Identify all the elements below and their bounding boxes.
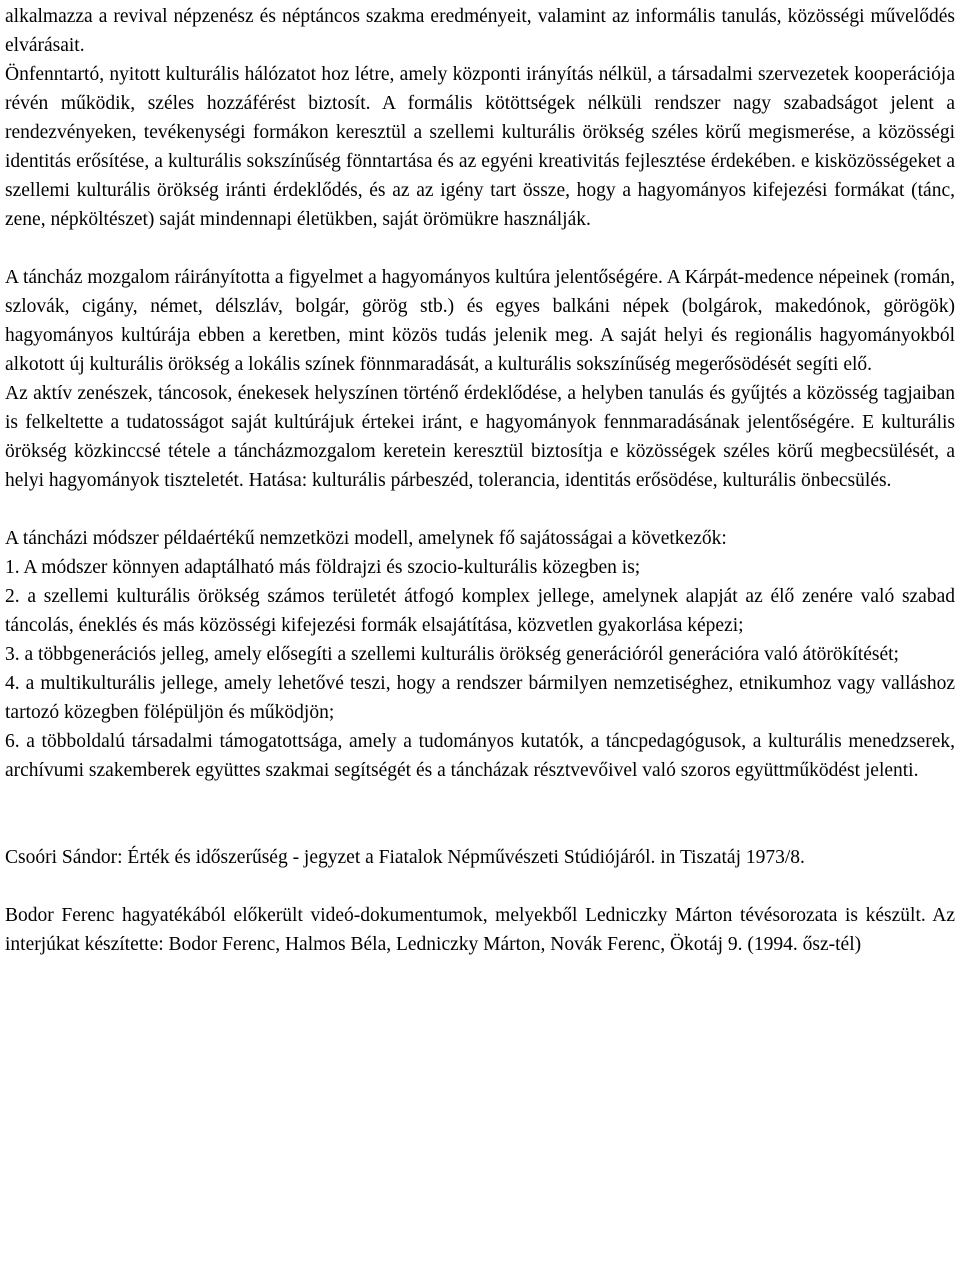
paragraph-cultural-network: Önfenntartó, nyitott kulturális hálózatot hoz létre, amely központi irányítás nélkül, a társadalmi szervezetek kooperációja révén működik, széles hozzáférést biztosít. A formális kötöttségek nélküli rendszer nagy szabadságot jelent a rendezvényeken, tevékenységi formákon keresztül a szellemi kulturális örökség széles körű megismerése, a közösségi identitás erősítése, a kulturális sokszínűség fönntartása és az egyéni kreativitás fejlesztése érdekében. e kisközösségeket a szellemi kulturális örökség iránti érdeklődés, és az az igény tart össze, hogy a hagyományos kifejezési formákat (tánc, zene, népköltészet) saját mindennapi életükben, saját örömükre használják. — [5, 64, 955, 230]
paragraph-tanchaz-movement: A táncház mozgalom ráirányította a figyelmet a hagyományos kultúra jelentőségére. A Kárpát-medence népeinek (román, szlovák, cigány, német, délszláv, bolgár, görög stb.) és egyes balkáni népek (bolgárok, makedónok, görögök) hagyományos kultúrája ebben a keretben, mint közös tudás jelenik meg. A saját helyi és regionális hagyományokból alkotott új kulturális örökség a lokális színek fönnmaradását, a kulturális sokszínűség megerősödését segíti elő. — [5, 267, 955, 375]
list-item: 1. A módszer könnyen adaptálható más földrajzi és szocio-kulturális közegben is; — [5, 557, 641, 578]
paragraph-active-musicians: Az aktív zenészek, táncosok, énekesek helyszínen történő érdeklődése, a helyben tanulás és gyűjtés a közösség tagjaiban is felkeltette a tudatosságot saját kultúrájuk értekei iránt, e hagyományok fennmaradásának jelentőségére. E kulturális örökség közkinccsé tétele a táncházmozgalom keretein keresztül biztosítja e közösségek széles körű megbecsülését, a helyi hagyományok tiszteletét. Hatása: kulturális párbeszéd, tolerancia, identitás erősödése, kulturális önbecsülés. — [5, 383, 955, 491]
list-item: 4. a multikulturális jellege, amely lehetővé teszi, hogy a rendszer bármilyen nemzetiséghez, etnikumhoz vagy valláshoz tartozó közegben fölépüljön és működjön; — [5, 673, 955, 723]
feature-list — [5, 553, 955, 785]
list-intro: A táncházi módszer példaértékű nemzetközi modell, amelynek fő sajátosságai a következők: — [5, 528, 727, 549]
document-page — [5, 2, 955, 959]
paragraph-spacer — [5, 234, 955, 263]
paragraph-spacer — [5, 872, 955, 901]
paragraph-spacer — [5, 495, 955, 524]
section-spacer — [5, 785, 955, 843]
list-item: 3. a többgenerációs jelleg, amely elősegíti a szellemi kulturális örökség generációról generációra való átörökítését; — [5, 644, 899, 665]
paragraph-revival-intro: alkalmazza a revival népzenész és néptáncos szakma eredményeit, valamint az informális tanulás, közösségi művelődés elvárásait. — [5, 6, 955, 56]
list-item: 2. a szellemi kulturális örökség számos területét átfogó komplex jellege, amelynek alapját az élő zenére való szabad táncolás, éneklés és más közösségi kifejezési formák elsajátítása, közvetlen gyakorlása képezi; — [5, 586, 955, 636]
reference-csoori: Csoóri Sándor: Érték és időszerűség - jegyzet a Fiatalok Népművészeti Stúdiójáról. in Tiszatáj 1973/8. — [5, 847, 805, 868]
reference-bodor: Bodor Ferenc hagyatékából előkerült videó-dokumentumok, melyekből Ledniczky Márton tévésorozata is készült. Az interjúkat készítette: Bodor Ferenc, Halmos Béla, Ledniczky Márton, Novák Ferenc, Ökotáj 9. (1994. ősz-tél) — [5, 905, 955, 955]
list-item: 6. a többoldalú társadalmi támogatottsága, amely a tudományos kutatók, a táncpedagógusok, a kulturális menedzserek, archívumi szakemberek együttes szakmai segítségét és a táncházak résztvevőivel való szoros együttműködést jelenti. — [5, 731, 955, 781]
